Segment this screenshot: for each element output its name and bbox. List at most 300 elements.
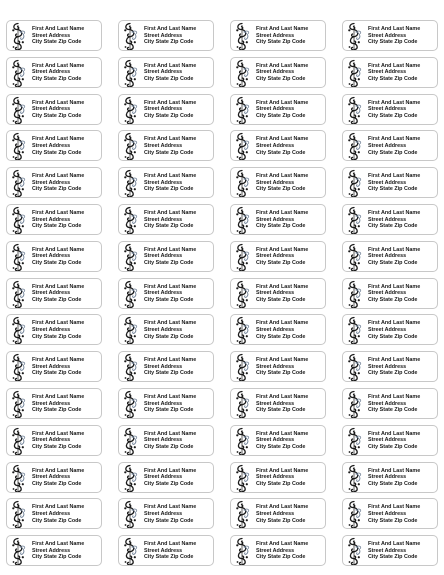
address-label[interactable] — [342, 278, 438, 309]
address-label[interactable] — [6, 351, 102, 382]
address-label[interactable] — [118, 278, 214, 309]
address-label[interactable] — [342, 57, 438, 88]
city-line: City State Zip Code — [32, 407, 82, 414]
address-label[interactable] — [230, 20, 326, 51]
address-label[interactable] — [6, 535, 102, 566]
city-line: City State Zip Code — [144, 333, 194, 340]
address-label[interactable] — [230, 130, 326, 161]
city-line: City State Zip Code — [256, 333, 306, 340]
flourish-scroll-icon — [121, 390, 139, 419]
street-line: Street Address — [256, 69, 295, 76]
name-line: First And Last Name — [256, 541, 309, 548]
street-line: Street Address — [144, 437, 183, 444]
flourish-scroll-icon — [9, 390, 27, 419]
street-line: Street Address — [144, 216, 183, 223]
street-line: Street Address — [32, 179, 71, 186]
flourish-scroll-icon — [233, 59, 251, 88]
name-line: First And Last Name — [256, 504, 309, 511]
name-line: First And Last Name — [144, 357, 197, 364]
address-label[interactable] — [342, 130, 438, 161]
street-line: Street Address — [32, 32, 71, 39]
address-label[interactable] — [118, 241, 214, 272]
address-label[interactable] — [230, 388, 326, 419]
flourish-scroll-icon — [233, 280, 251, 309]
flourish-scroll-icon — [345, 427, 363, 456]
name-line: First And Last Name — [368, 283, 421, 290]
flourish-scroll-icon — [9, 353, 27, 382]
street-line: Street Address — [32, 253, 71, 260]
city-line: City State Zip Code — [368, 517, 418, 524]
flourish-scroll-icon — [233, 206, 251, 235]
flourish-scroll-icon — [121, 427, 139, 456]
flourish-scroll-icon — [121, 206, 139, 235]
city-line: City State Zip Code — [368, 223, 418, 230]
flourish-scroll-icon — [9, 500, 27, 529]
flourish-scroll-icon — [121, 243, 139, 272]
street-line: Street Address — [32, 474, 71, 481]
name-line: First And Last Name — [144, 136, 197, 143]
address-label[interactable] — [118, 535, 214, 566]
flourish-scroll-icon — [345, 353, 363, 382]
city-line: City State Zip Code — [368, 370, 418, 377]
city-line: City State Zip Code — [144, 296, 194, 303]
city-line: City State Zip Code — [32, 370, 82, 377]
street-line: Street Address — [32, 216, 71, 223]
street-line: Street Address — [368, 326, 407, 333]
street-line: Street Address — [144, 363, 183, 370]
city-line: City State Zip Code — [368, 443, 418, 450]
street-line: Street Address — [368, 69, 407, 76]
city-line: City State Zip Code — [368, 480, 418, 487]
city-line: City State Zip Code — [144, 186, 194, 193]
address-label[interactable] — [230, 57, 326, 88]
street-line: Street Address — [32, 400, 71, 407]
city-line: City State Zip Code — [144, 480, 194, 487]
name-line: First And Last Name — [256, 173, 309, 180]
street-line: Street Address — [256, 142, 295, 149]
city-line: City State Zip Code — [32, 186, 82, 193]
address-label[interactable] — [230, 241, 326, 272]
name-line: First And Last Name — [32, 99, 85, 106]
name-line: First And Last Name — [256, 246, 309, 253]
street-line: Street Address — [256, 437, 295, 444]
name-line: First And Last Name — [32, 394, 85, 400]
city-line: City State Zip Code — [256, 517, 306, 524]
city-line: City State Zip Code — [144, 259, 194, 266]
street-line: Street Address — [32, 363, 71, 370]
city-line: City State Zip Code — [144, 370, 194, 377]
flourish-scroll-icon — [233, 353, 251, 382]
name-line: First And Last Name — [256, 357, 309, 364]
city-line: City State Zip Code — [256, 296, 306, 303]
name-line: First And Last Name — [256, 210, 309, 216]
name-line: First And Last Name — [144, 504, 197, 511]
street-line: Street Address — [144, 326, 183, 333]
flourish-scroll-icon — [345, 537, 363, 566]
city-line: City State Zip Code — [256, 480, 306, 487]
street-line: Street Address — [368, 437, 407, 444]
name-line: First And Last Name — [32, 62, 85, 69]
name-line: First And Last Name — [368, 62, 421, 69]
flourish-scroll-icon — [345, 96, 363, 125]
city-line: City State Zip Code — [144, 39, 194, 46]
flourish-scroll-icon — [233, 390, 251, 419]
address-label[interactable] — [342, 94, 438, 125]
flourish-scroll-icon — [9, 96, 27, 125]
name-line: First And Last Name — [32, 357, 85, 364]
city-line: City State Zip Code — [256, 259, 306, 266]
street-line: Street Address — [256, 326, 295, 333]
name-line: First And Last Name — [256, 99, 309, 106]
flourish-scroll-icon — [121, 22, 139, 51]
address-label[interactable] — [230, 462, 326, 493]
flourish-scroll-icon — [9, 243, 27, 272]
street-line: Street Address — [256, 547, 295, 554]
name-line: First And Last Name — [256, 26, 309, 32]
flourish-scroll-icon — [233, 243, 251, 272]
name-line: First And Last Name — [368, 394, 421, 400]
name-line: First And Last Name — [144, 173, 197, 180]
flourish-scroll-icon — [233, 427, 251, 456]
name-line: First And Last Name — [256, 62, 309, 69]
street-line: Street Address — [32, 290, 71, 297]
name-line: First And Last Name — [368, 504, 421, 511]
address-label[interactable] — [118, 462, 214, 493]
name-line: First And Last Name — [368, 210, 421, 216]
flourish-scroll-icon — [233, 464, 251, 493]
address-label[interactable] — [6, 278, 102, 309]
name-line: First And Last Name — [368, 246, 421, 253]
name-line: First And Last Name — [144, 541, 197, 548]
flourish-scroll-icon — [9, 22, 27, 51]
city-line: City State Zip Code — [256, 39, 306, 46]
street-line: Street Address — [368, 179, 407, 186]
flourish-scroll-icon — [345, 206, 363, 235]
city-line: City State Zip Code — [32, 149, 82, 156]
address-label[interactable] — [6, 425, 102, 456]
name-line: First And Last Name — [368, 173, 421, 180]
flourish-scroll-icon — [345, 169, 363, 198]
city-line: City State Zip Code — [368, 554, 418, 561]
street-line: Street Address — [144, 106, 183, 113]
flourish-scroll-icon — [121, 464, 139, 493]
street-line: Street Address — [256, 474, 295, 481]
name-line: First And Last Name — [368, 541, 421, 548]
name-line: First And Last Name — [256, 394, 309, 400]
city-line: City State Zip Code — [144, 407, 194, 414]
street-line: Street Address — [32, 510, 71, 517]
city-line: City State Zip Code — [32, 443, 82, 450]
street-line: Street Address — [144, 510, 183, 517]
city-line: City State Zip Code — [368, 259, 418, 266]
flourish-scroll-icon — [233, 22, 251, 51]
street-line: Street Address — [32, 106, 71, 113]
city-line: City State Zip Code — [32, 112, 82, 119]
name-line: First And Last Name — [32, 26, 85, 32]
name-line: First And Last Name — [368, 430, 421, 437]
street-line: Street Address — [368, 363, 407, 370]
flourish-scroll-icon — [9, 59, 27, 88]
city-line: City State Zip Code — [368, 75, 418, 82]
address-label[interactable] — [230, 351, 326, 382]
city-line: City State Zip Code — [256, 186, 306, 193]
flourish-scroll-icon — [121, 537, 139, 566]
name-line: First And Last Name — [144, 99, 197, 106]
address-label[interactable] — [6, 20, 102, 51]
name-line: First And Last Name — [256, 430, 309, 437]
flourish-scroll-icon — [345, 390, 363, 419]
address-label[interactable] — [6, 167, 102, 198]
street-line: Street Address — [32, 547, 71, 554]
street-line: Street Address — [256, 400, 295, 407]
address-label[interactable] — [118, 351, 214, 382]
street-line: Street Address — [368, 510, 407, 517]
address-label[interactable] — [342, 535, 438, 566]
city-line: City State Zip Code — [368, 112, 418, 119]
name-line: First And Last Name — [32, 541, 85, 548]
address-label[interactable] — [230, 167, 326, 198]
street-line: Street Address — [368, 106, 407, 113]
name-line: First And Last Name — [144, 283, 197, 290]
flourish-scroll-icon — [9, 132, 27, 161]
address-label[interactable] — [6, 241, 102, 272]
street-line: Street Address — [144, 69, 183, 76]
street-line: Street Address — [144, 179, 183, 186]
address-label[interactable] — [342, 167, 438, 198]
name-line: First And Last Name — [32, 283, 85, 290]
city-line: City State Zip Code — [144, 112, 194, 119]
flourish-scroll-icon — [345, 464, 363, 493]
street-line: Street Address — [368, 290, 407, 297]
city-line: City State Zip Code — [368, 186, 418, 193]
address-label[interactable] — [6, 130, 102, 161]
name-line: First And Last Name — [368, 320, 421, 327]
street-line: Street Address — [32, 437, 71, 444]
street-line: Street Address — [256, 179, 295, 186]
address-label[interactable] — [230, 314, 326, 345]
street-line: Street Address — [368, 253, 407, 260]
street-line: Street Address — [256, 106, 295, 113]
street-line: Street Address — [144, 142, 183, 149]
address-label[interactable] — [6, 314, 102, 345]
address-label[interactable] — [6, 57, 102, 88]
address-label[interactable] — [118, 388, 214, 419]
address-label[interactable] — [342, 498, 438, 529]
address-label[interactable] — [230, 535, 326, 566]
city-line: City State Zip Code — [256, 370, 306, 377]
flourish-scroll-icon — [345, 500, 363, 529]
address-label[interactable] — [118, 20, 214, 51]
street-line: Street Address — [256, 253, 295, 260]
address-label[interactable] — [6, 204, 102, 235]
name-line: First And Last Name — [256, 136, 309, 143]
street-line: Street Address — [368, 400, 407, 407]
address-label[interactable] — [342, 425, 438, 456]
city-line: City State Zip Code — [32, 554, 82, 561]
city-line: City State Zip Code — [144, 443, 194, 450]
address-label[interactable] — [6, 462, 102, 493]
city-line: City State Zip Code — [368, 296, 418, 303]
city-line: City State Zip Code — [32, 517, 82, 524]
address-label[interactable] — [118, 204, 214, 235]
name-line: First And Last Name — [32, 467, 85, 474]
flourish-scroll-icon — [9, 169, 27, 198]
street-line: Street Address — [256, 32, 295, 39]
address-label[interactable] — [118, 425, 214, 456]
address-label[interactable] — [118, 314, 214, 345]
address-label[interactable] — [230, 498, 326, 529]
street-line: Street Address — [256, 510, 295, 517]
address-label[interactable] — [118, 167, 214, 198]
flourish-scroll-icon — [9, 464, 27, 493]
street-line: Street Address — [368, 474, 407, 481]
flourish-scroll-icon — [233, 500, 251, 529]
flourish-scroll-icon — [233, 316, 251, 345]
street-line: Street Address — [32, 142, 71, 149]
name-line: First And Last Name — [256, 467, 309, 474]
name-line: First And Last Name — [144, 246, 197, 253]
address-label[interactable] — [342, 462, 438, 493]
city-line: City State Zip Code — [32, 480, 82, 487]
address-label[interactable] — [6, 94, 102, 125]
flourish-scroll-icon — [345, 132, 363, 161]
flourish-scroll-icon — [121, 280, 139, 309]
city-line: City State Zip Code — [256, 554, 306, 561]
name-line: First And Last Name — [32, 246, 85, 253]
city-line: City State Zip Code — [144, 223, 194, 230]
street-line: Street Address — [32, 69, 71, 76]
address-label[interactable] — [230, 94, 326, 125]
city-line: City State Zip Code — [256, 443, 306, 450]
city-line: City State Zip Code — [32, 296, 82, 303]
street-line: Street Address — [256, 363, 295, 370]
flourish-scroll-icon — [121, 132, 139, 161]
street-line: Street Address — [256, 290, 295, 297]
name-line: First And Last Name — [32, 173, 85, 180]
street-line: Street Address — [368, 547, 407, 554]
flourish-scroll-icon — [9, 280, 27, 309]
city-line: City State Zip Code — [368, 407, 418, 414]
flourish-scroll-icon — [121, 353, 139, 382]
flourish-scroll-icon — [233, 96, 251, 125]
city-line: City State Zip Code — [368, 149, 418, 156]
flourish-scroll-icon — [233, 169, 251, 198]
name-line: First And Last Name — [144, 394, 197, 400]
flourish-scroll-icon — [233, 132, 251, 161]
flourish-scroll-icon — [121, 500, 139, 529]
address-label[interactable] — [342, 20, 438, 51]
address-label[interactable] — [342, 388, 438, 419]
name-line: First And Last Name — [32, 210, 85, 216]
name-line: First And Last Name — [32, 136, 85, 143]
address-label[interactable] — [118, 94, 214, 125]
name-line: First And Last Name — [144, 430, 197, 437]
city-line: City State Zip Code — [32, 39, 82, 46]
street-line: Street Address — [144, 400, 183, 407]
city-line: City State Zip Code — [256, 223, 306, 230]
flourish-scroll-icon — [345, 243, 363, 272]
address-label[interactable] — [118, 57, 214, 88]
name-line: First And Last Name — [144, 467, 197, 474]
street-line: Street Address — [144, 253, 183, 260]
city-line: City State Zip Code — [144, 554, 194, 561]
flourish-scroll-icon — [9, 537, 27, 566]
flourish-scroll-icon — [345, 316, 363, 345]
city-line: City State Zip Code — [256, 407, 306, 414]
name-line: First And Last Name — [144, 210, 197, 216]
flourish-scroll-icon — [121, 169, 139, 198]
name-line: First And Last Name — [32, 320, 85, 327]
address-label[interactable] — [342, 351, 438, 382]
street-line: Street Address — [144, 547, 183, 554]
address-label[interactable] — [342, 204, 438, 235]
address-label[interactable] — [6, 498, 102, 529]
flourish-scroll-icon — [121, 96, 139, 125]
street-line: Street Address — [368, 142, 407, 149]
city-line: City State Zip Code — [32, 223, 82, 230]
name-line: First And Last Name — [144, 26, 197, 32]
city-line: City State Zip Code — [256, 112, 306, 119]
flourish-scroll-icon — [9, 427, 27, 456]
address-label[interactable] — [230, 278, 326, 309]
address-label[interactable] — [118, 130, 214, 161]
street-line: Street Address — [256, 216, 295, 223]
city-line: City State Zip Code — [144, 517, 194, 524]
address-label[interactable] — [6, 388, 102, 419]
flourish-scroll-icon — [121, 316, 139, 345]
city-line: City State Zip Code — [32, 259, 82, 266]
name-line: First And Last Name — [368, 467, 421, 474]
name-line: First And Last Name — [368, 357, 421, 364]
street-line: Street Address — [144, 32, 183, 39]
city-line: City State Zip Code — [256, 75, 306, 82]
street-line: Street Address — [144, 290, 183, 297]
name-line: First And Last Name — [256, 320, 309, 327]
city-line: City State Zip Code — [368, 39, 418, 46]
flourish-scroll-icon — [233, 537, 251, 566]
name-line: First And Last Name — [368, 136, 421, 143]
name-line: First And Last Name — [144, 320, 197, 327]
city-line: City State Zip Code — [32, 333, 82, 340]
flourish-scroll-icon — [121, 59, 139, 88]
street-line: Street Address — [32, 326, 71, 333]
city-line: City State Zip Code — [256, 149, 306, 156]
address-label[interactable] — [342, 314, 438, 345]
city-line: City State Zip Code — [32, 75, 82, 82]
flourish-scroll-icon — [345, 280, 363, 309]
address-label[interactable] — [118, 498, 214, 529]
name-line: First And Last Name — [32, 430, 85, 437]
flourish-scroll-icon — [9, 206, 27, 235]
flourish-scroll-icon — [345, 22, 363, 51]
address-label[interactable] — [230, 425, 326, 456]
city-line: City State Zip Code — [144, 75, 194, 82]
name-line: First And Last Name — [32, 504, 85, 511]
street-line: Street Address — [144, 474, 183, 481]
name-line: First And Last Name — [368, 26, 421, 32]
flourish-scroll-icon — [9, 316, 27, 345]
flourish-scroll-icon — [345, 59, 363, 88]
city-line: City State Zip Code — [144, 149, 194, 156]
name-line: First And Last Name — [256, 283, 309, 290]
address-label[interactable] — [230, 204, 326, 235]
street-line: Street Address — [368, 32, 407, 39]
name-line: First And Last Name — [368, 99, 421, 106]
name-line: First And Last Name — [144, 62, 197, 69]
street-line: Street Address — [368, 216, 407, 223]
city-line: City State Zip Code — [368, 333, 418, 340]
address-label[interactable] — [342, 241, 438, 272]
